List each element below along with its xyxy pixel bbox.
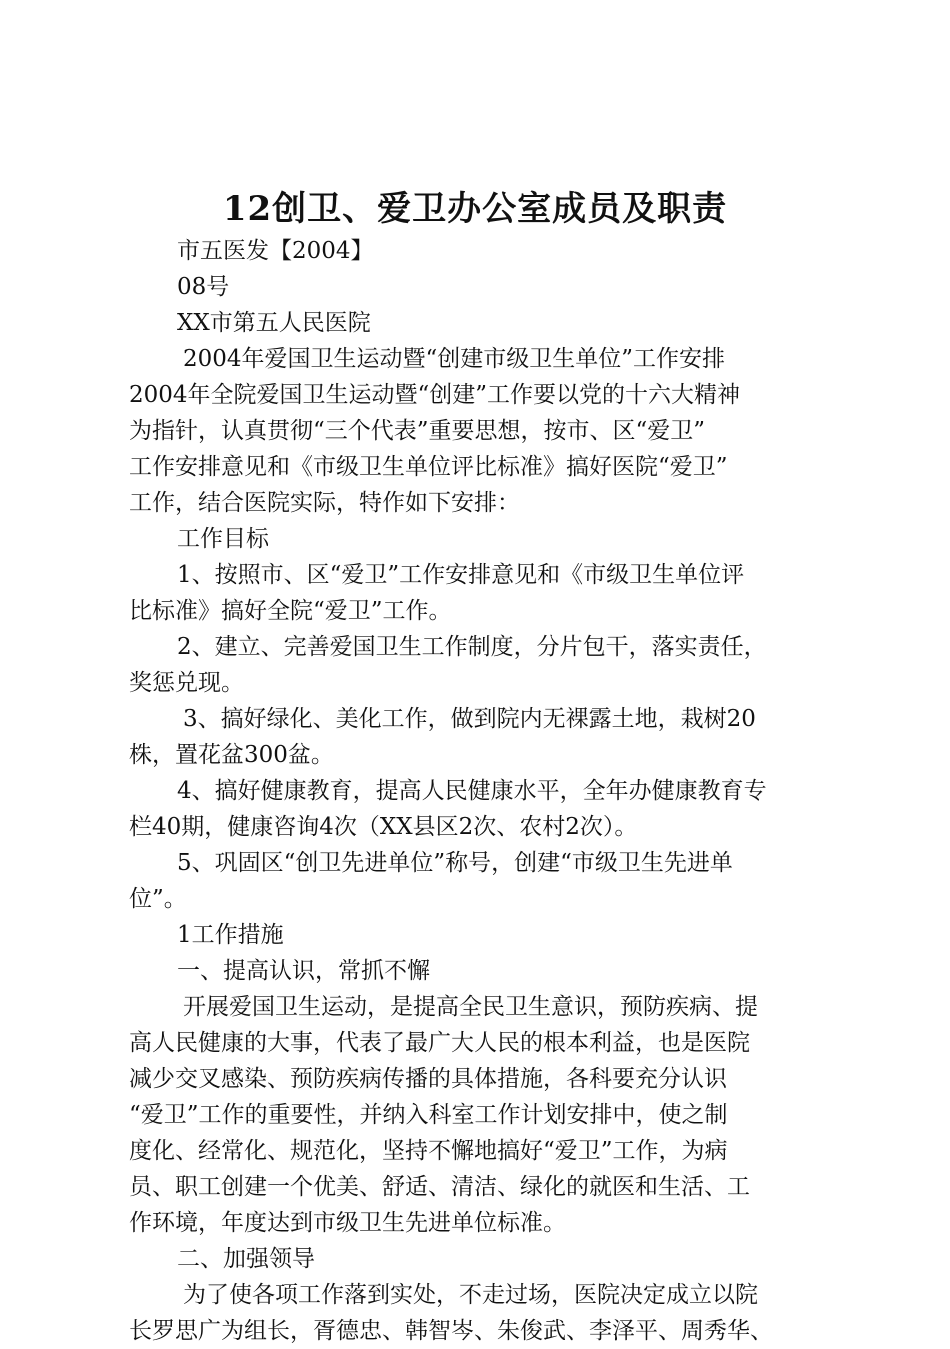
body-line: 员、职工创建一个优美、舒适、清洁、绿化的就医和生活、工 — [129, 1174, 750, 1200]
body-line: 位”。 — [129, 886, 187, 912]
body-line: 比标准》搞好全院“爱卫”工作。 — [129, 598, 452, 624]
body-line: 作环境，年度达到市级卫生先进单位标准。 — [129, 1210, 566, 1236]
section-heading: 工作目标 — [177, 526, 269, 552]
body-line: 2004年爱国卫生运动暨“创建市级卫生单位”工作安排 — [183, 346, 726, 372]
body-line: 度化、经常化、规范化，坚持不懈地搞好“爱卫”工作，为病 — [129, 1138, 728, 1164]
body-line: “爱卫”工作的重要性，并纳入科室工作计划安排中，使之制 — [129, 1102, 728, 1128]
body-line: 奖惩兑现。 — [129, 670, 244, 696]
body-line: 5、巩固区“创卫先进单位”称号，创建“市级卫生先进单 — [177, 850, 733, 876]
body-line: 2、建立、完善爱国卫生工作制度，分片包干，落实责任， — [177, 634, 767, 660]
body-line: 为了使各项工作落到实处，不走过场，医院决定成立以院 — [183, 1282, 758, 1308]
body-line: 栏40期，健康咨询4次（XX县区2次、农村2次）。 — [129, 814, 638, 840]
body-line: 株，置花盆300盆。 — [129, 742, 334, 768]
body-line: 为指针，认真贯彻“三个代表”重要思想，按市、区“爱卫” — [129, 418, 706, 444]
body-line: 开展爱国卫生运动，是提高全民卫生意识，预防疾病、提 — [183, 994, 758, 1020]
body-line: 长罗思广为组长，胥德忠、韩智岑、朱俊武、李泽平、周秀华、 — [129, 1318, 773, 1344]
document-body — [129, 233, 841, 1349]
doc-serial-line: 08号 — [177, 274, 230, 300]
section-heading: 1工作措施 — [177, 922, 284, 948]
body-line: 3、搞好绿化、美化工作，做到院内无裸露土地，栽树20 — [183, 706, 756, 732]
doc-number-line: 市五医发【2004】 — [177, 238, 374, 264]
body-line: 高人民健康的大事，代表了最广大人民的根本利益，也是医院 — [129, 1030, 750, 1056]
doc-org-line: XX市第五人民医院 — [177, 310, 371, 336]
document-title: 12创卫、爱卫办公室成员及职责 — [222, 189, 728, 229]
section-heading: 二、加强领导 — [177, 1246, 315, 1272]
body-line: 1、按照市、区“爱卫”工作安排意见和《市级卫生单位评 — [177, 562, 745, 588]
body-line: 2004年全院爱国卫生运动暨“创建”工作要以党的十六大精神 — [129, 382, 741, 408]
body-line: 4、搞好健康教育，提高人民健康水平，全年办健康教育专 — [177, 778, 767, 804]
body-line: 工作，结合医院实际，特作如下安排： — [129, 490, 520, 516]
section-heading: 一、提高认识，常抓不懈 — [177, 958, 430, 984]
body-line: 工作安排意见和《市级卫生单位评比标准》搞好医院“爱卫” — [129, 454, 728, 480]
body-line: 减少交叉感染、预防疾病传播的具体措施，各科要充分认识 — [129, 1066, 727, 1092]
